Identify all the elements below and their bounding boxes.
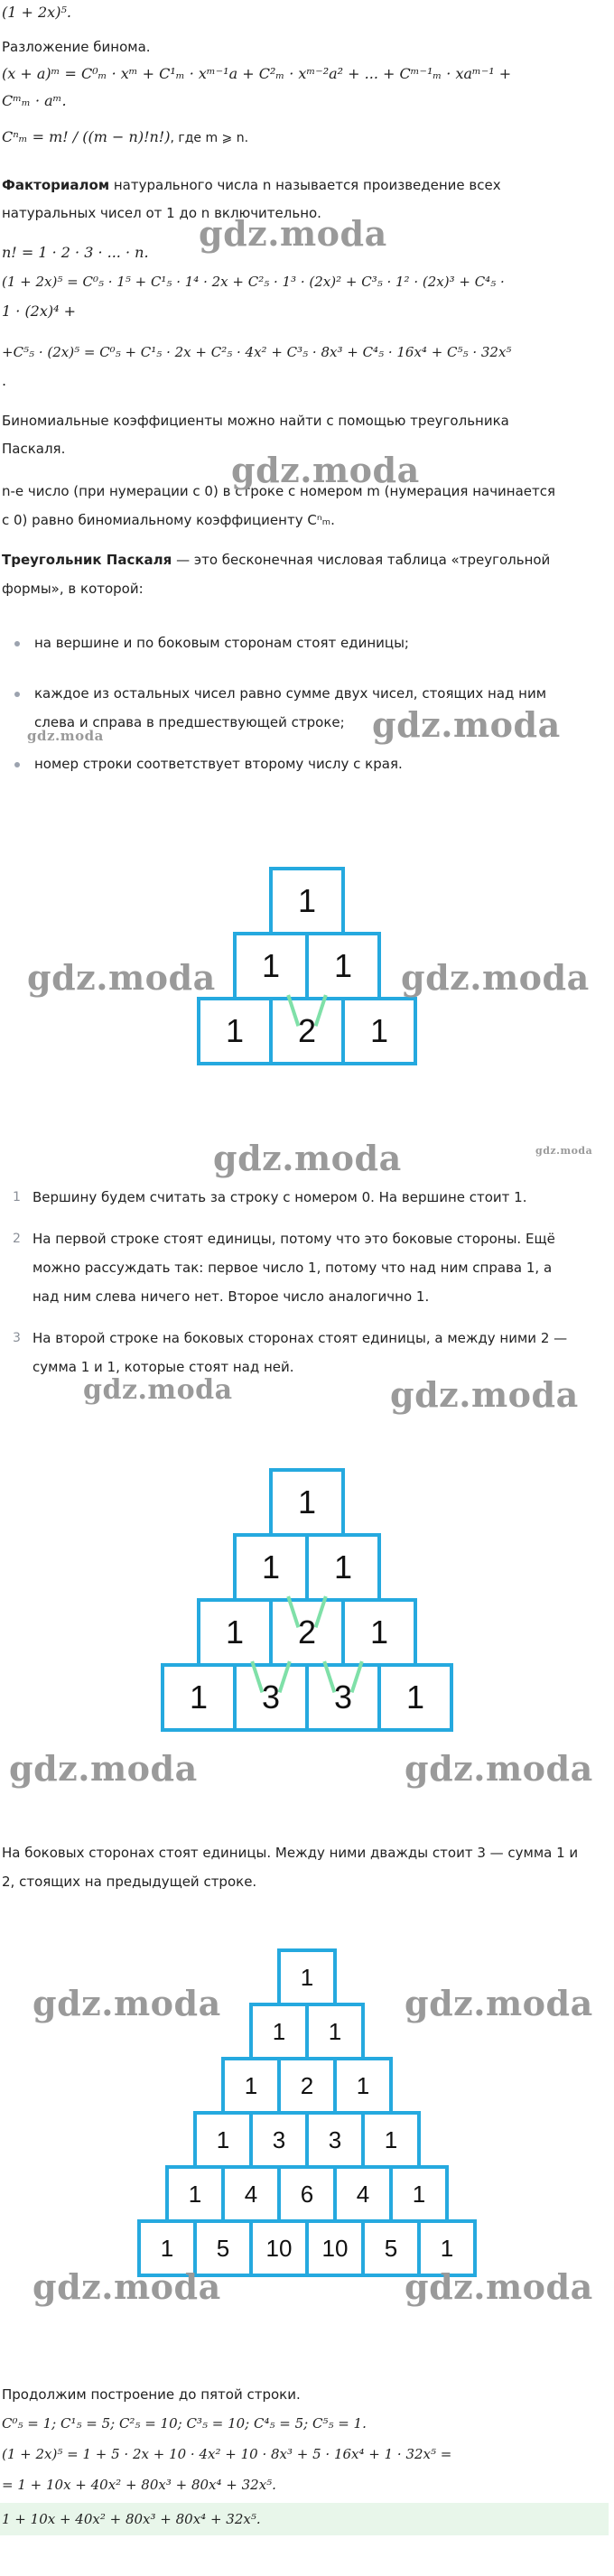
bullet-item: номер строки соответствует второму числу с края. <box>34 756 403 772</box>
watermark: gdz.moda <box>83 1374 233 1406</box>
triangle-cell: 10 <box>249 2219 309 2277</box>
text-line: с 0) равно биномиальному коэффициенту Cⁿₘ. <box>2 512 335 528</box>
triangle-cell: 1 <box>269 1468 345 1537</box>
triangle-cell: 6 <box>277 2165 337 2223</box>
triangle-cell: 1 <box>197 997 273 1065</box>
triangle-cell: 1 <box>417 2219 477 2277</box>
expression-title: (1 + 2x)⁵. <box>2 4 71 21</box>
watermark: gdz.moda <box>33 1983 221 2023</box>
watermark: gdz.moda <box>390 1374 579 1415</box>
triangle-cell: 3 <box>305 2111 365 2169</box>
formula-line <box>2 126 607 149</box>
watermark: gdz.moda <box>199 213 387 254</box>
triangle-cell: 1 <box>389 2165 449 2223</box>
step-number: 1 <box>13 1190 21 1204</box>
triangle-cell: 1 <box>193 2111 253 2169</box>
formula-line: (x + a)ᵐ = C⁰ₘ · xᵐ + C¹ₘ · xᵐ⁻¹a + C²ₘ · xᵐ⁻²a² + ... + Cᵐ⁻¹ₘ · xaᵐ⁻¹ + <box>2 65 512 82</box>
text-line <box>2 174 607 196</box>
bullet-item-continued: слева и справа в предшествующей строке; <box>34 714 345 730</box>
text-line: натуральных чисел от 1 до n включительно. <box>2 205 321 221</box>
triangle-cell: 1 <box>305 2003 365 2060</box>
text-line: . <box>2 372 7 389</box>
step-line: На первой строке стоят единицы, потому что это боковые стороны. Ещё <box>33 1231 555 1247</box>
watermark: gdz.moda <box>27 957 216 998</box>
triangle-cell: 3 <box>233 1663 309 1732</box>
step-line: можно рассуждать так: первое число 1, потому что над ним справа 1, а <box>33 1260 553 1276</box>
bullet-marker <box>14 641 20 646</box>
triangle-cell: 10 <box>305 2219 365 2277</box>
bullet-item: на вершине и по боковым сторонам стоят единицы; <box>34 635 409 651</box>
formula-line: (1 + 2x)⁵ = 1 + 5 · 2x + 10 · 4x² + 10 · 8x³ + 5 · 16x⁴ + 1 · 32x⁵ = <box>2 2446 452 2462</box>
step-number: 2 <box>13 1232 21 1246</box>
bullet-item: каждое из остальных чисел равно сумме двух чисел, стоящих над ним <box>34 685 547 702</box>
formula-line: 1 · (2x)⁴ + <box>2 302 77 320</box>
combination-formula: Cⁿₘ = m! / ((m − n)!n!) <box>2 128 171 145</box>
step-line: На второй строке на боковых сторонах стоят единицы, а между ними 2 — <box>33 1330 568 1346</box>
triangle-cell: 4 <box>221 2165 281 2223</box>
triangle-cell: 1 <box>221 2057 281 2115</box>
text-line: Продолжим построение до пятой строки. <box>2 2386 301 2403</box>
text-line: На боковых сторонах стоят единицы. Между ними дважды стоит 3 — сумма 1 и <box>2 1845 579 1861</box>
watermark: gdz.moda <box>33 2266 221 2307</box>
formula-line: Cᵐₘ · aᵐ. <box>2 92 67 109</box>
triangle-cell: 1 <box>333 2057 393 2115</box>
triangle-cell: 1 <box>249 2003 309 2060</box>
watermark: gdz.moda <box>372 704 561 745</box>
text-fragment: — это бесконечная числовая таблица «треугольной <box>172 552 551 568</box>
text-line: Разложение бинома. <box>2 39 151 55</box>
watermark: gdz.moda <box>405 2266 593 2307</box>
watermark: gdz.moda <box>405 1748 593 1789</box>
triangle-cell: 4 <box>333 2165 393 2223</box>
watermark: gdz.moda <box>213 1138 402 1178</box>
text-line: 2, стоящих на предыдущей строке. <box>2 1874 257 1890</box>
triangle-cell: 1 <box>377 1663 453 1732</box>
triangle-cell: 1 <box>197 1598 273 1667</box>
triangle-cell: 1 <box>341 997 417 1065</box>
watermark: gdz.moda <box>231 450 420 490</box>
watermark: gdz.moda <box>535 1145 593 1157</box>
step-line: сумма 1 и 1, которые стоят над ней. <box>33 1359 294 1375</box>
triangle-cell: 5 <box>193 2219 253 2277</box>
step-line: над ним слева ничего нет. Второе число аналогично 1. <box>33 1288 430 1305</box>
triangle-cell: 1 <box>233 1533 309 1602</box>
triangle-cell: 2 <box>277 2057 337 2115</box>
bullet-marker <box>14 762 20 767</box>
text-line: Биномиальные коэффициенты можно найти с помощью треугольника <box>2 413 509 429</box>
triangle-cell: 1 <box>161 1663 237 1732</box>
text-line <box>2 549 607 571</box>
formula-line: (1 + 2x)⁵ = C⁰₅ · 1⁵ + C¹₅ · 1⁴ · 2x + C²₅ · 1³ · (2x)² + C³₅ · 1² · (2x)³ + C⁴₅ · <box>2 274 505 290</box>
triangle-cell: 1 <box>305 1533 381 1602</box>
triangle-cell: 1 <box>277 1948 337 2006</box>
term-pascal-triangle: Треугольник Паскаля <box>2 552 172 568</box>
triangle-cell: 1 <box>137 2219 197 2277</box>
text-line: формы», в которой: <box>2 581 144 597</box>
bullet-marker <box>14 692 20 697</box>
triangle-cell: 3 <box>305 1663 381 1732</box>
formula-line: = 1 + 10x + 40x² + 80x³ + 80x⁴ + 32x⁵. <box>2 2477 276 2493</box>
triangle-cell: 1 <box>165 2165 225 2223</box>
text-fragment: , где m ⩾ n. <box>170 131 249 145</box>
formula-line: C⁰₅ = 1; C¹₅ = 5; C²₅ = 10; C³₅ = 10; C⁴₅ = 5; C⁵₅ = 1. <box>2 2415 367 2432</box>
formula-line: +C⁵₅ · (2x)⁵ = C⁰₅ + C¹₅ · 2x + C²₅ · 4x² + C³₅ · 8x³ + C⁴₅ · 16x⁴ + C⁵₅ · 32x⁵ <box>2 344 512 360</box>
triangle-cell: 1 <box>233 932 309 1000</box>
step-number: 3 <box>13 1331 21 1345</box>
triangle-cell: 1 <box>341 1598 417 1667</box>
answer-line: 1 + 10x + 40x² + 80x³ + 80x⁴ + 32x⁵. <box>2 2511 261 2527</box>
term-factorial: Факториалом <box>2 177 110 193</box>
triangle-cell: 2 <box>269 1598 345 1667</box>
text-fragment: натурального числа n называется произведение всех <box>109 177 501 193</box>
text-line: n-е число (при нумерации с 0) в строке с номером m (нумерация начинается <box>2 483 556 499</box>
triangle-cell: 2 <box>269 997 345 1065</box>
triangle-cell: 1 <box>361 2111 421 2169</box>
watermark: gdz.moda <box>9 1748 198 1789</box>
triangle-cell: 3 <box>249 2111 309 2169</box>
triangle-cell: 1 <box>269 867 345 935</box>
watermark: gdz.moda <box>405 1983 593 2023</box>
text-line: Паскаля. <box>2 441 66 457</box>
triangle-cell: 5 <box>361 2219 421 2277</box>
step-line: Вершину будем считать за строку с номером 0. На вершине стоит 1. <box>33 1189 527 1205</box>
triangle-cell: 1 <box>305 932 381 1000</box>
watermark: gdz.moda <box>401 957 590 998</box>
watermark: gdz.moda <box>27 728 104 744</box>
formula-line: n! = 1 · 2 · 3 · ... · n. <box>2 244 149 261</box>
